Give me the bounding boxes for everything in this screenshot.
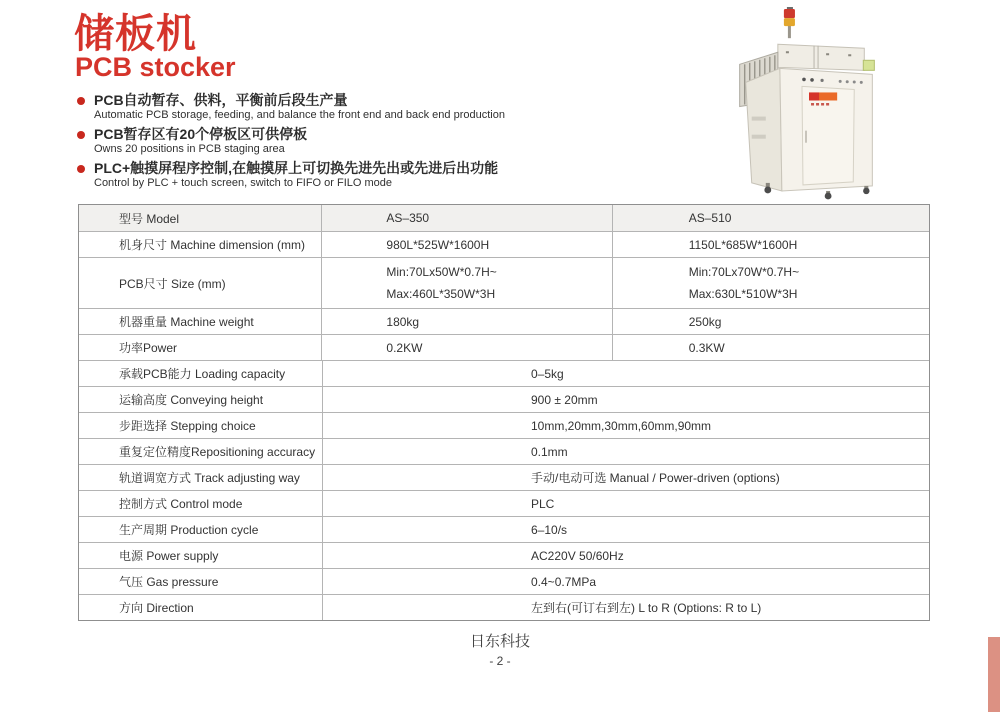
spec-table-header (79, 205, 929, 231)
spec-row-label: 功率Power (79, 335, 322, 360)
spec-value-as510: 1150L*685W*1600H (688, 237, 798, 252)
spec-row-label: 气压 Gas pressure (79, 569, 323, 594)
header-model-label: 型号 Model (79, 205, 322, 231)
spec-row-label: 承载PCB能力 Loading capacity (79, 361, 323, 386)
spec-value-as350: 980L*525W*1600H (322, 232, 612, 257)
machine-top-unit (778, 44, 874, 70)
spec-value-as350: 180kg (322, 309, 612, 334)
spec-value-shared: 6–10/s (531, 522, 568, 537)
spec-row-label: 重复定位精度Repositioning accuracy (79, 439, 323, 464)
feature-text-cn: PCB暂存区有20个停板区可供停板 (94, 126, 308, 142)
edge-strip (988, 637, 1000, 712)
spec-row-label: 生产周期 Production cycle (79, 517, 323, 542)
spec-row-label: 运输高度 Conveying height (79, 387, 323, 412)
spec-value-as510: 0.3KW (688, 340, 725, 355)
machine-door (802, 86, 854, 185)
spec-value-as350: 0.2KW (322, 335, 612, 360)
spec-row (79, 542, 929, 568)
header-model-as350: AS–350 (322, 205, 612, 231)
spec-value-shared: AC220V 50/60Hz (531, 548, 624, 563)
spec-value-as350: Min:70Lx50W*0.7H~ Max:460L*350W*3H (322, 258, 612, 308)
spec-row (79, 257, 929, 308)
spec-value-as510: 250kg (688, 314, 722, 329)
page-title-english: PCB stocker (75, 52, 236, 82)
spec-value-shared: 900 ± 20mm (531, 392, 598, 407)
spec-row (79, 464, 929, 490)
feature-text-en: Control by PLC + touch screen, switch to FIFO or FILO mode (94, 177, 393, 189)
bullet-dot-icon (77, 97, 85, 105)
spec-row (79, 386, 929, 412)
bullet-dot-icon (77, 131, 85, 139)
signal-tower-icon (784, 7, 795, 38)
spec-row (79, 360, 929, 386)
feature-item (94, 92, 654, 121)
feature-item (94, 126, 654, 155)
spec-row (79, 490, 929, 516)
product-image (725, 4, 887, 200)
feature-text-cn: PLC+触摸屏程序控制,在触摸屏上可切换先进先出或先进后出功能 (94, 160, 499, 176)
header-model-as510: AS–510 (688, 211, 732, 225)
feature-item (94, 160, 654, 189)
page-number: - 2 - (489, 654, 511, 668)
company-name: 日东科技 (469, 633, 530, 650)
spec-row (79, 568, 929, 594)
spec-row-label: 机器重量 Machine weight (79, 309, 322, 334)
spec-row (79, 438, 929, 464)
spec-row (79, 516, 929, 542)
page-title-chinese: 储板机 (74, 12, 197, 56)
bullet-dot-icon (77, 165, 85, 173)
spec-row (79, 412, 929, 438)
spec-value-shared: 0.4~0.7MPa (531, 574, 597, 589)
page-footer (0, 632, 1000, 670)
machine-photo (725, 4, 887, 200)
feature-list (94, 92, 654, 194)
spec-value-shared: 左到右(可订右到左) L to R (Options: R to L) (531, 601, 762, 615)
feature-text-en: Owns 20 positions in PCB staging area (94, 143, 285, 155)
spec-table-body (79, 231, 929, 620)
spec-value-shared: 0–5kg (531, 366, 564, 381)
spec-row-label: 电源 Power supply (79, 543, 323, 568)
spec-row-label: 机身尺寸 Machine dimension (mm) (79, 232, 322, 257)
spec-row (79, 231, 929, 257)
spec-value-shared: 0.1mm (531, 444, 568, 459)
spec-table (78, 204, 930, 621)
spec-row-label: 步距选择 Stepping choice (79, 413, 323, 438)
spec-row (79, 594, 929, 620)
spec-row-label: 控制方式 Control mode (79, 491, 323, 516)
feature-text-en: Automatic PCB storage, feeding, and balance the front end and back end production (94, 109, 505, 121)
spec-row (79, 334, 929, 360)
spec-value-shared: PLC (531, 496, 555, 511)
spec-row (79, 308, 929, 334)
spec-row-label: 轨道调宽方式 Track adjusting way (79, 465, 323, 490)
spec-row-label: 方向 Direction (79, 595, 323, 620)
spec-row-label: PCB尺寸 Size (mm) (79, 258, 322, 308)
spec-value-shared: 10mm,20mm,30mm,60mm,90mm (531, 418, 712, 433)
feature-text-cn: PCB自动暂存、供料，平衡前后段生产量 (94, 92, 348, 108)
spec-value-shared: 手动/电动可选 Manual / Power-driven (options) (531, 471, 780, 485)
spec-value-as510: Min:70Lx70W*0.7H~ Max:630L*510W*3H (688, 265, 800, 301)
